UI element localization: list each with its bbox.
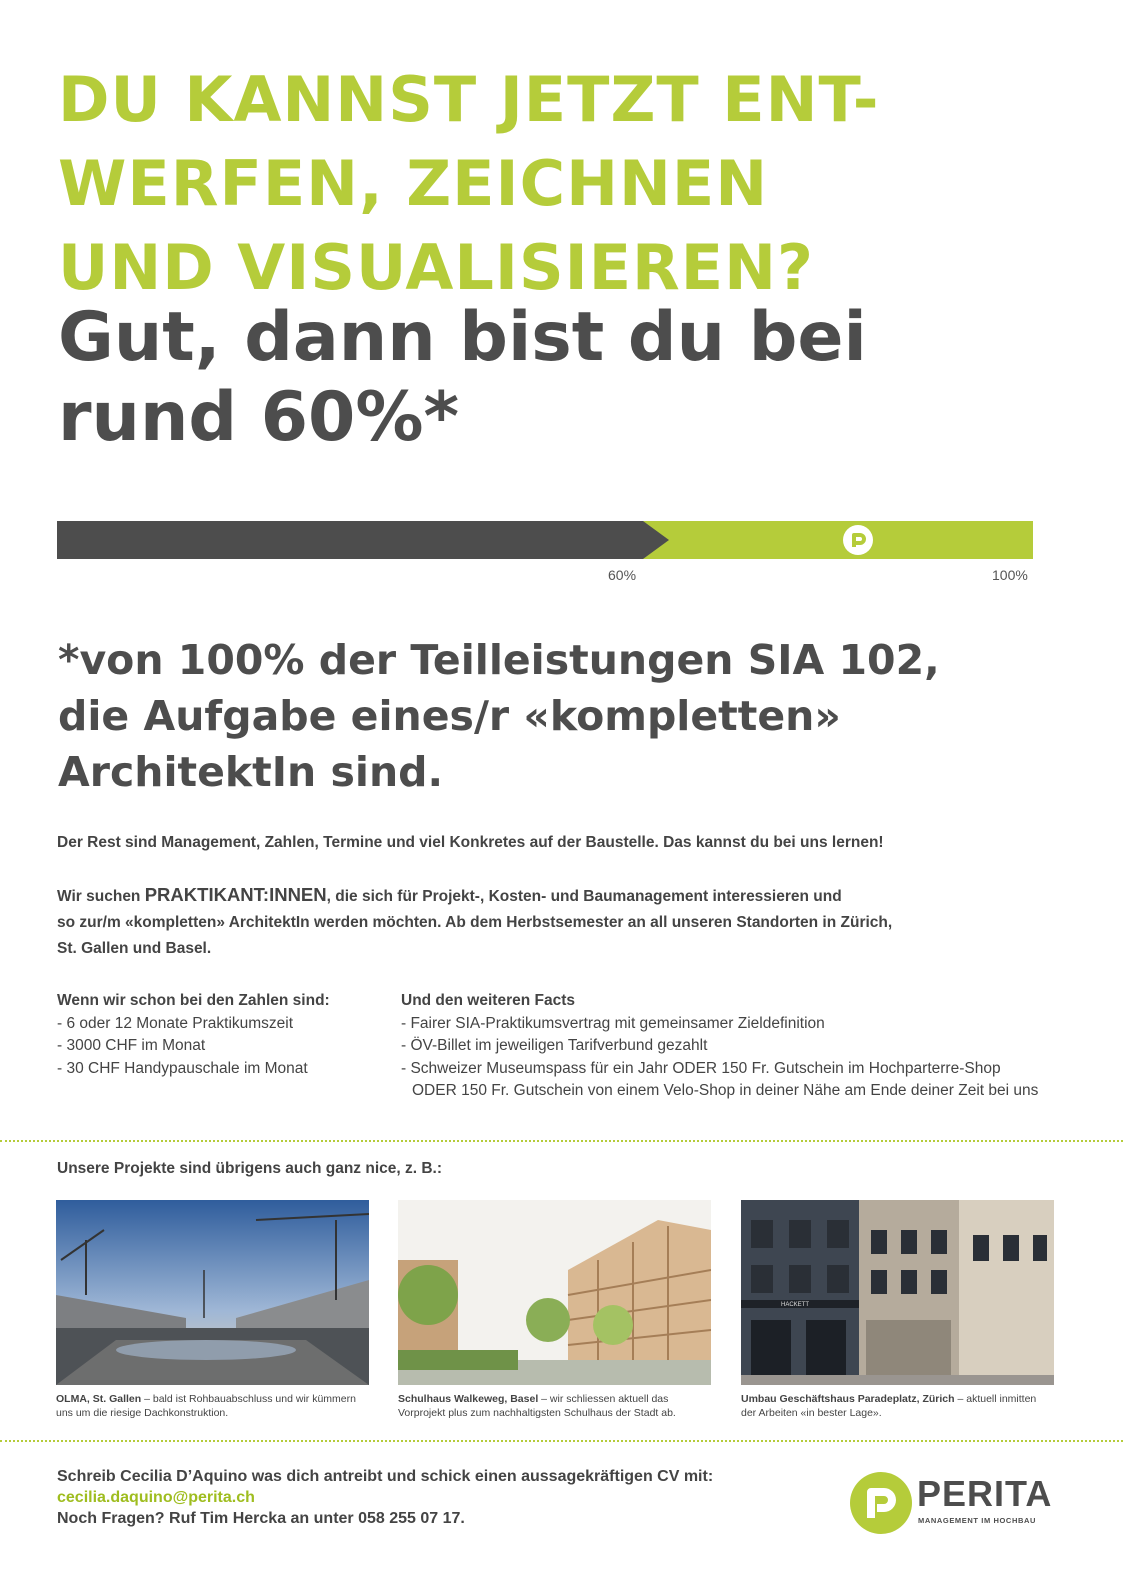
list-item: - 6 oder 12 Monate Praktikumszeit: [57, 1014, 294, 1032]
search-text: [57, 882, 1067, 962]
search-highlight: PRAKTIKANT:INNEN: [144, 884, 327, 905]
footnote-line: die Aufgabe eines/r «kompletten»: [58, 692, 841, 740]
project-name: Schulhaus Walkeweg, Basel: [398, 1393, 539, 1405]
search-line1: , die sich für Projekt-, Kosten- und Baumanagement interessieren und: [326, 888, 842, 905]
numbers-column: [57, 990, 387, 1080]
email-link[interactable]: cecilia.daquino@perita.ch: [57, 1489, 255, 1506]
list-item: - Fairer SIA-Praktikumsvertrag mit gemeinsamer Zieldefinition: [401, 1014, 825, 1032]
progress-bar: [57, 521, 1033, 559]
footnote-line: ArchitektIn sind.: [58, 748, 444, 796]
footnote-line: *von 100% der Teilleistungen SIA 102,: [58, 636, 940, 684]
headline-question: [58, 58, 1098, 310]
perita-logo-icon: [843, 525, 873, 555]
headline-line: DU KANNST JETZT ENT-: [58, 63, 880, 136]
facts-column: [401, 990, 1041, 1103]
numbers-list: [57, 1013, 387, 1081]
numbers-title: Wenn wir schon bei den Zahlen sind:: [57, 992, 330, 1009]
facts-title: Und den weiteren Facts: [401, 992, 575, 1009]
project-caption: [398, 1392, 711, 1420]
headline-line: UND VISUALISIEREN?: [58, 231, 815, 304]
divider: [0, 1140, 1123, 1142]
list-item: - 30 CHF Handypauschale im Monat: [57, 1059, 308, 1077]
project-text: – bald ist Rohbauabschluss und wir kümmern uns um die riesige Dachkonstruktion.: [56, 1393, 356, 1419]
project-caption: [56, 1392, 369, 1420]
list-item: - Schweizer Museumspass für ein Jahr ODER 150 Fr. Gutschein im Hochparterre-Shop ODER 150 Fr. Gutschein von einem Velo-Shop in deiner Nähe am Ende deiner Zeit bei uns: [401, 1059, 1039, 1099]
search-line2: so zur/m «kompletten» ArchitektIn werden möchten. Ab dem Herbstsemester an all unseren Standorten in Zürich,: [57, 914, 893, 931]
list-item: - ÖV-Billet im jeweiligen Tarifverbund gezahlt: [401, 1037, 708, 1054]
search-prefix: Wir suchen: [57, 888, 145, 905]
footnote: [58, 632, 1078, 800]
project-text: – wir schliessen aktuell das Vorprojekt plus zum nachhaltigsten Schulhaus der Stadt ab.: [398, 1393, 676, 1419]
progress-tick-100: 100%: [992, 567, 1028, 583]
contact-block: [57, 1466, 713, 1529]
perita-logo-icon: [848, 1470, 914, 1536]
headline-line: Gut, dann bist du bei: [58, 298, 867, 377]
progress-tick-60: 60%: [608, 567, 637, 583]
intro-text: Der Rest sind Management, Zahlen, Termine und viel Konkretes auf der Baustelle. Das kannst du bei uns lernen!: [57, 834, 884, 851]
contact-line: Schreib Cecilia D’Aquino was dich antreibt und schick einen aussagekräftigen CV mit:: [57, 1468, 714, 1485]
facts-list: [401, 1013, 1041, 1103]
shop-sign: HACKETT: [781, 1302, 810, 1308]
divider: [0, 1440, 1123, 1442]
headline-line: rund 60%*: [58, 378, 460, 457]
project-text: – aktuell inmitten der Arbeiten «in bester Lage».: [741, 1393, 1037, 1419]
logo-tagline: MANAGEMENT IM HOCHBAU: [918, 1516, 1037, 1525]
project-name: Umbau Geschäftshaus Paradeplatz, Zürich: [741, 1393, 955, 1405]
contact-phone-line: Noch Fragen? Ruf Tim Hercka an unter 058 255 07 17.: [57, 1510, 465, 1527]
project-photo-paradeplatz: [741, 1200, 1054, 1385]
progress-fill: [57, 521, 669, 559]
project-photo-schulhaus: [398, 1200, 711, 1385]
headline-answer: [58, 298, 1098, 458]
headline-line: WERFEN, ZEICHNEN: [58, 147, 769, 220]
projects-title: Unsere Projekte sind übrigens auch ganz nice, z. B.:: [57, 1160, 443, 1177]
search-line3: St. Gallen und Basel.: [57, 940, 212, 957]
list-item: - 3000 CHF im Monat: [57, 1037, 206, 1054]
project-caption: [741, 1392, 1054, 1420]
logo-wordmark: PERITA: [917, 1473, 1053, 1514]
project-photo-olma: [56, 1200, 369, 1385]
project-name: OLMA, St. Gallen: [56, 1393, 142, 1405]
